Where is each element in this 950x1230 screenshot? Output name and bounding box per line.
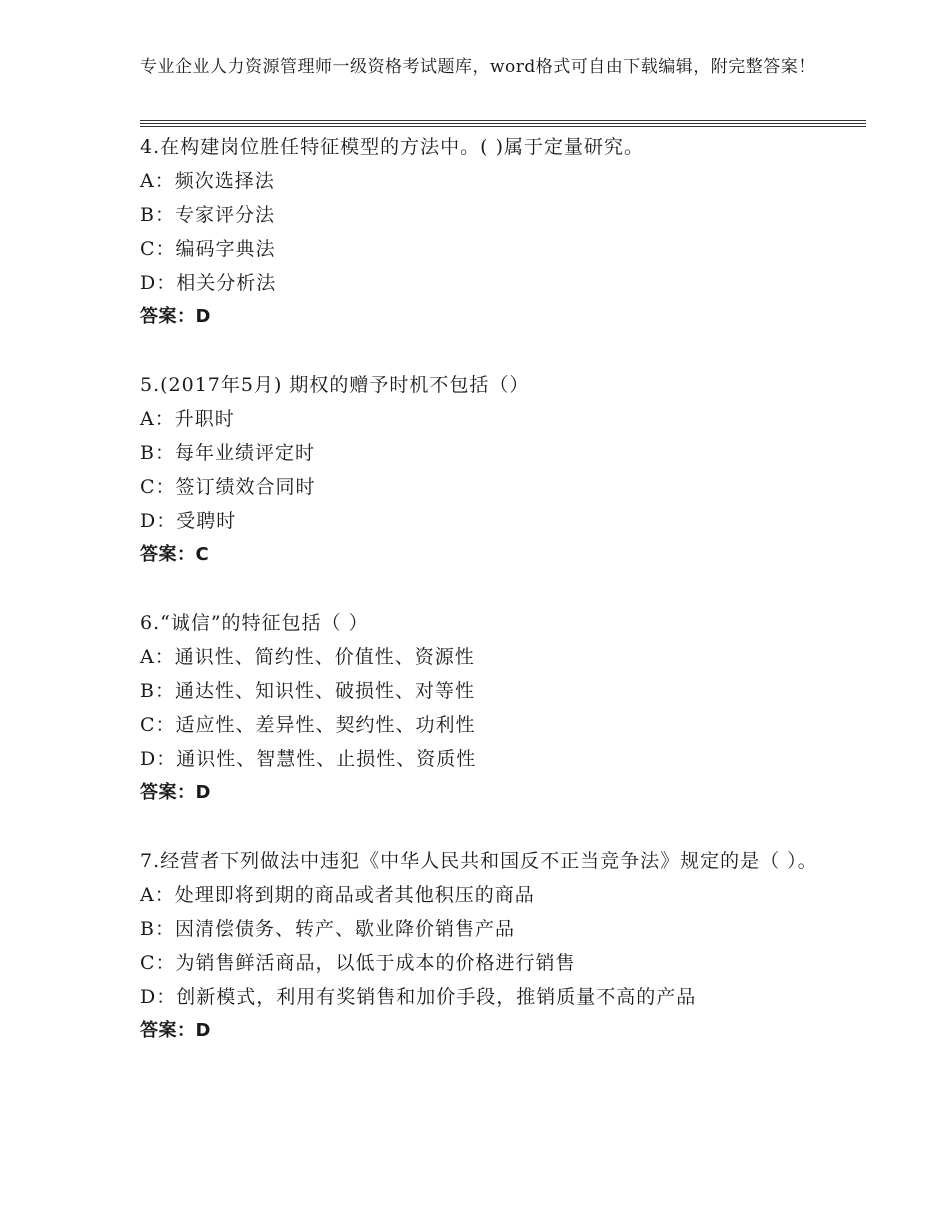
option-c: C：为销售鲜活商品，以低于成本的价格进行销售: [140, 952, 576, 974]
answer-label: 答案：D: [140, 782, 211, 803]
header-divider: [140, 120, 866, 121]
question-stem: 6.“诚信”的特征包括（ ）: [140, 612, 369, 634]
option-b: B：每年业绩评定时: [140, 442, 315, 464]
question-item: [140, 130, 840, 334]
option-b: B：专家评分法: [140, 204, 275, 226]
question-stem: 5.(2017年5月) 期权的赠予时机不包括（）: [140, 374, 530, 396]
option-a: A：频次选择法: [140, 170, 275, 192]
header-divider: [140, 123, 866, 124]
question-stem: 4.在构建岗位胜任特征模型的方法中。( )属于定量研究。: [140, 136, 644, 158]
question-item: [140, 844, 840, 1048]
option-d: D：通识性、智慧性、止损性、资质性: [140, 748, 477, 770]
option-d: D：创新模式，利用有奖销售和加价手段，推销质量不高的产品: [140, 986, 697, 1008]
option-c: C：编码字典法: [140, 238, 276, 260]
option-a: A：通识性、简约性、价值性、资源性: [140, 646, 475, 668]
option-c: C：适应性、差异性、契约性、功利性: [140, 714, 476, 736]
answer-label: 答案：D: [140, 306, 211, 327]
answer-label: 答案：D: [140, 1020, 211, 1041]
page-header: 专业企业人力资源管理师一级资格考试题库，word格式可自由下载编辑，附完整答案！: [140, 57, 816, 77]
question-item: [140, 368, 840, 572]
header-divider: [140, 126, 866, 127]
option-d: D：相关分析法: [140, 272, 277, 294]
option-d: D：受聘时: [140, 510, 237, 532]
option-a: A：升职时: [140, 408, 235, 430]
option-a: A：处理即将到期的商品或者其他积压的商品: [140, 884, 535, 906]
option-b: B：因清偿债务、转产、歇业降价销售产品: [140, 918, 515, 940]
question-item: [140, 606, 840, 810]
question-list: [140, 130, 840, 1082]
option-c: C：签订绩效合同时: [140, 476, 316, 498]
option-b: B：通达性、知识性、破损性、对等性: [140, 680, 475, 702]
question-stem: 7.经营者下列做法中违犯《中华人民共和国反不正当竞争法》规定的是（ ）。: [140, 850, 818, 872]
answer-label: 答案：C: [140, 544, 210, 565]
